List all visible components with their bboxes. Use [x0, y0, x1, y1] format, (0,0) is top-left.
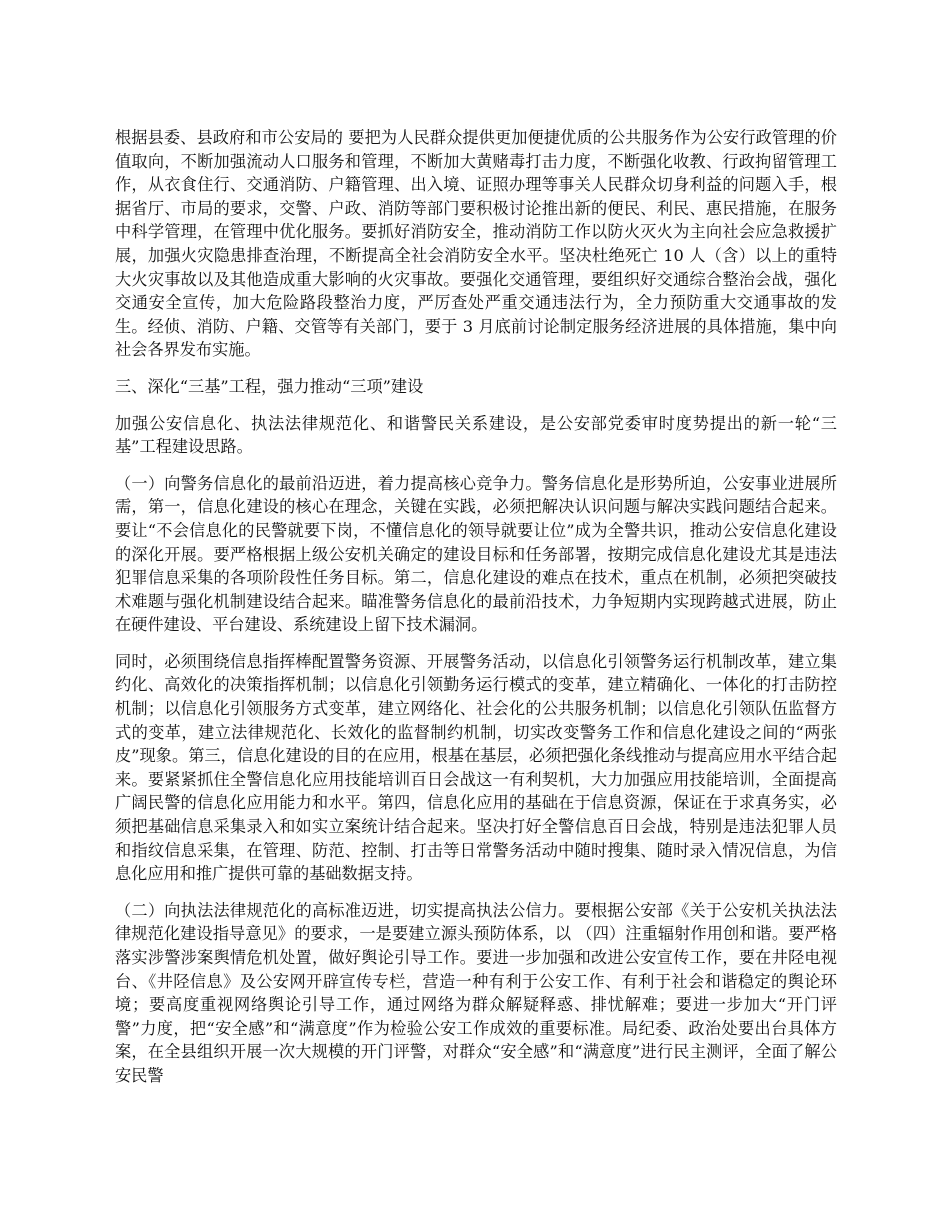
paragraph-public-service: 根据县委、县政府和市公安局的 要把为人民群众提供更加便捷优质的公共服务作为公安行政管理的价值取向，不断加强流动人口服务和管理，不断加大黄赌毒打击力度，不断强化收教、行政拘留管理工作，从衣食住行、交通消防、户籍管理、出入境、证照办理等事关人民群众切身利益的问题入手，根据省厅、市局的要求，交警、户政、消防等部门要积极讨论推出新的便民、利民、惠民措施，在服务中科学管理，在管理中优化服务。要抓好消防安全，推动消防工作以防火灭火为主向社会应急救援扩展，加强火灾隐患排查治理，不断提高全社会消防安全水平。坚决杜绝死亡 10 人（含）以上的重特大火灾事故以及其他造成重大影响的火灾事故。要强化交通管理，要组织好交通综合整治会战，强化交通安全宣传，加大危险路段整治力度，严厉查处严重交通违法行为，全力预防重大交通事故的发生。经侦、消防、户籍、交管等有关部门，要于 3 月底前讨论制定服务经济进展的具体措施，集中向社会各界发布实施。 [115, 128, 837, 360]
section-heading-three: 三、深化“三基”工程，强力推动“三项”建设 [115, 376, 424, 396]
document-body [115, 126, 837, 1101]
paragraph-three-basics-intro: 加强公安信息化、执法法律规范化、和谐警民关系建设，是公安部党委审时度势提出的新一轮“三基”工程建设思路。 [115, 413, 837, 457]
paragraph-law-enforcement: （二）向执法法律规范化的高标准迈进，切实提高执法公信力。要根据公安部《关于公安机关执法法律规范化建设指导意见》的要求，一是要建立源头预防体系，以 （四）注重辐射作用创和谐。要严格落实涉警涉案舆情危机处置，做好舆论引导工作。要进一步加强和改进公安宣传工作，要在井陉电视台、《井陉信息》及公安网开辟宣传专栏，营造一种有利于公安工作、有利于社会和谐稳定的舆论环境；要高度重视网络舆论引导工作，通过网络为群众解疑释惑、排忧解难；要进一步加大“开门评警”力度，把“安全感”和“满意度”作为检验公安工作成效的重要标准。局纪委、政治处要出台具体方案，在全县组织开展一次大规模的开门评警，对群众“安全感”和“满意度”进行民主测评，全面了解公安民警 [115, 900, 837, 1085]
paragraph-information-command: 同时，必须围绕信息指挥棒配置警务资源、开展警务活动，以信息化引领警务运行机制改革，建立集约化、高效化的决策指挥机制；以信息化引领勤务运行模式的变革，建立精确化、一体化的打击防控机制；以信息化引领服务方式变革，建立网络化、社会化的公共服务机制；以信息化引领队伍监督方式的变革，建立法律规范化、长效化的监督制约机制，切实改变警务工作和信息化建设之间的“两张皮”现象。第三，信息化建设的目的在应用，根基在基层，必须把强化条线推动与提高应用水平结合起来。要紧紧抓住全警信息化应用技能培训百日会战这一有利契机，大力加强应用技能培训，全面提高广阔民警的信息化应用能力和水平。第四，信息化应用的基础在于信息资源，保证在于求真务实，必须把基础信息采集录入和如实立案统计结合起来。坚决打好全警信息百日会战，特别是违法犯罪人员和指纹信息采集，在管理、防范、控制、打击等日常警务活动中随时搜集、随时录入情况信息，为信息化应用和推广提供可靠的基础数据支持。 [115, 651, 837, 884]
paragraph-informatization: （一）向警务信息化的最前沿迈进，着力提高核心竞争力。警务信息化是形势所迫，公安事业进展所需，第一，信息化建设的核心在理念，关键在实践，必须把解决认识问题与解决实践问题结合起来。要让“不会信息化的民警就要下岗，不懂信息化的领导就要让位”成为全警共识，推动公安信息化建设的深化开展。要严格根据上级公安机关确定的建设目标和任务部署，按期完成信息化建设尤其是违法犯罪信息采集的各项阶段性任务目标。第二，信息化建设的难点在技术，重点在机制，必须把突破技术难题与强化机制建设结合起来。瞄准警务信息化的最前沿技术，力争短期内实现跨越式进展，防止在硬件建设、平台建设、系统建设上留下技术漏洞。 [115, 473, 837, 635]
